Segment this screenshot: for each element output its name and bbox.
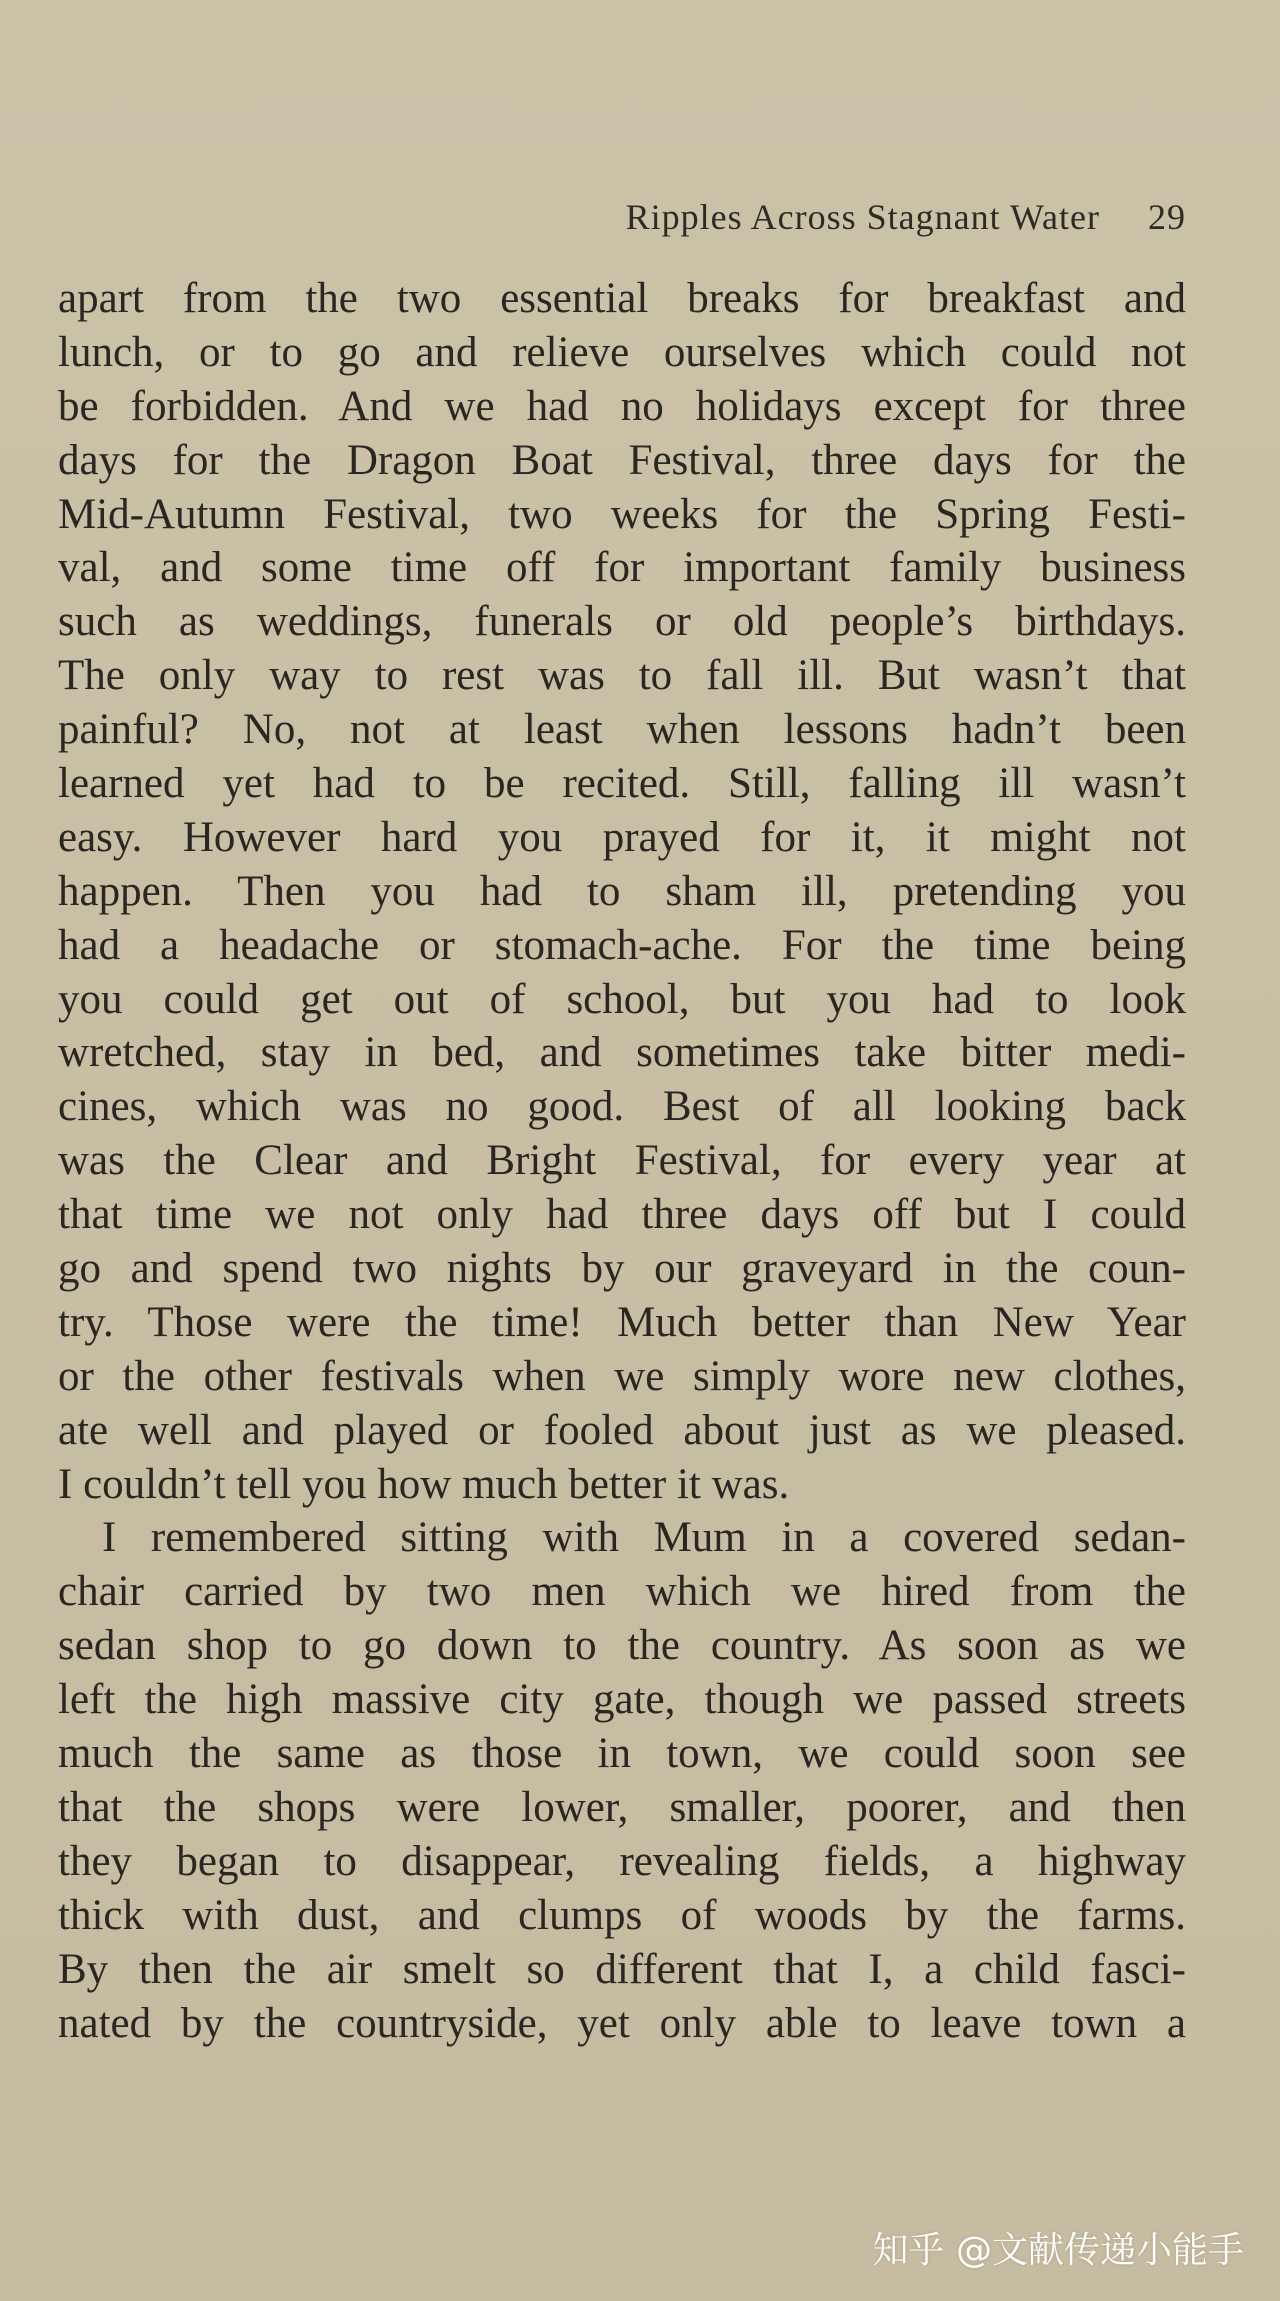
text-line: painful? No, not at least when lessons hadn’t been xyxy=(58,706,1186,754)
text-line: days for the Dragon Boat Festival, three days for the xyxy=(58,436,1186,484)
text-line: that the shops were lower, smaller, poorer, and then xyxy=(58,1783,1186,1831)
text-line: left the high massive city gate, though we passed streets xyxy=(58,1676,1186,1724)
text-line: such as weddings, funerals or old people’s birthdays. xyxy=(58,598,1186,646)
body-text xyxy=(58,272,1186,2050)
text-line: they began to disappear, revealing fields, a highway xyxy=(58,1837,1186,1885)
text-line: that time we not only had three days off but I could xyxy=(58,1191,1186,1239)
text-line: ate well and played or fooled about just as we pleased. xyxy=(58,1406,1186,1454)
text-line: The only way to rest was to fall ill. But wasn’t that xyxy=(58,652,1186,700)
running-title: Ripples Across Stagnant Water xyxy=(625,197,1100,237)
text-line: much the same as those in town, we could soon see xyxy=(58,1730,1186,1778)
text-line: you could get out of school, but you had to look xyxy=(58,975,1186,1023)
text-line: try. Those were the time! Much better than New Year xyxy=(58,1298,1186,1346)
text-line: lunch, or to go and relieve ourselves which could not xyxy=(58,328,1186,376)
text-line: wretched, stay in bed, and sometimes take bitter medi- xyxy=(58,1029,1186,1077)
text-line: had a headache or stomach-ache. For the time being xyxy=(58,921,1186,969)
page-number: 29 xyxy=(1148,197,1186,237)
text-line: happen. Then you had to sham ill, pretending you xyxy=(58,867,1186,915)
text-line: apart from the two essential breaks for breakfast and xyxy=(58,275,1186,322)
text-line: By then the air smelt so different that I, a child fasci- xyxy=(58,1945,1186,1993)
text-line: be forbidden. And we had no holidays except for three xyxy=(58,382,1186,430)
zhihu-watermark: 知乎 @文献传递小能手 xyxy=(872,2230,1244,2271)
text-line: val, and some time off for important family business xyxy=(58,544,1186,592)
text-line: or the other festivals when we simply wore new clothes, xyxy=(58,1352,1186,1400)
text-line: easy. However hard you prayed for it, it might not xyxy=(58,813,1186,861)
text-line: go and spend two nights by our graveyard in the coun- xyxy=(58,1245,1186,1293)
text-line: sedan shop to go down to the country. As soon as we xyxy=(58,1622,1186,1670)
text-line: learned yet had to be recited. Still, falling ill wasn’t xyxy=(58,760,1186,808)
text-line: thick with dust, and clumps of woods by the farms. xyxy=(58,1891,1186,1939)
text-line: I remembered sitting with Mum in a covered sedan- xyxy=(102,1514,1186,1562)
text-line: cines, which was no good. Best of all looking back xyxy=(58,1083,1186,1131)
running-head xyxy=(626,196,1186,238)
text-line: I couldn’t tell you how much better it was. xyxy=(58,1460,790,1508)
text-line: chair carried by two men which we hired from the xyxy=(58,1568,1186,1616)
text-line: nated by the countryside, yet only able to leave town a xyxy=(58,1999,1186,2047)
text-line: was the Clear and Bright Festival, for every year at xyxy=(58,1137,1186,1185)
text-line: Mid-Autumn Festival, two weeks for the Spring Festi- xyxy=(58,490,1186,538)
